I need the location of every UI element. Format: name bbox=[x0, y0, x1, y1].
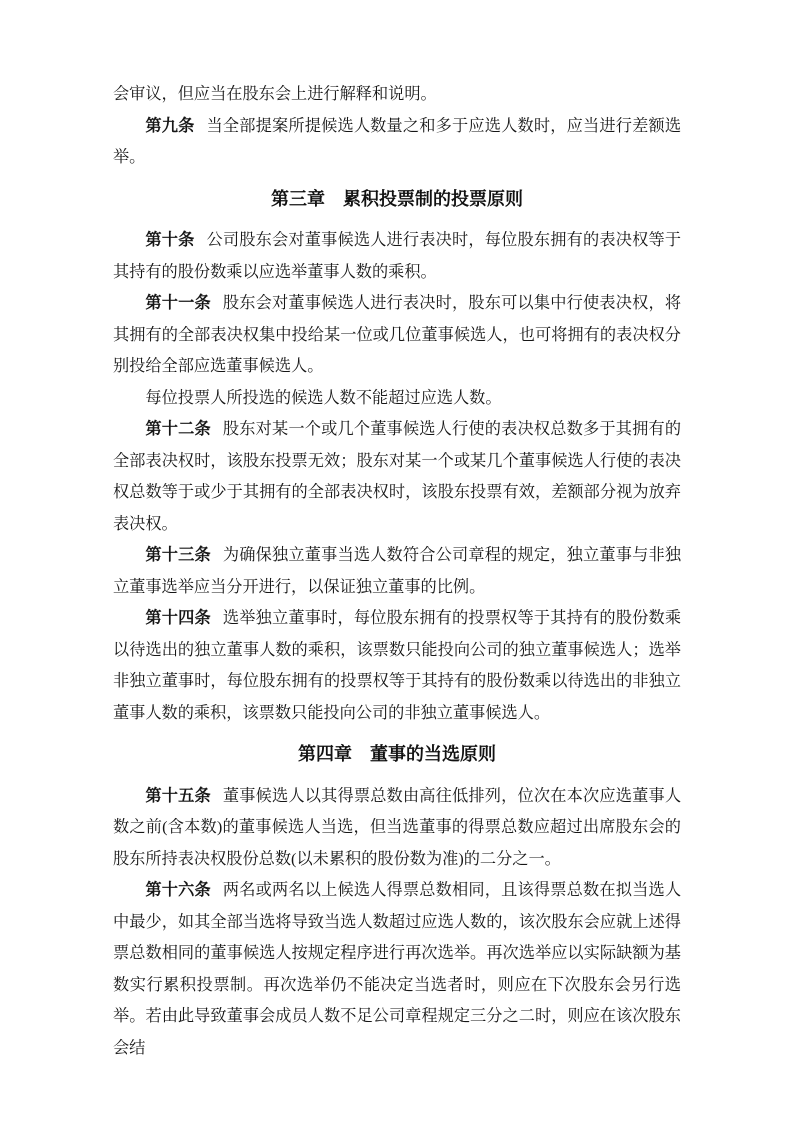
chapter-number: 第四章 bbox=[298, 744, 352, 764]
paragraph-text: 当全部提案所提候选人数量之和多于应选人数时，应当进行差额选举。 bbox=[113, 116, 682, 166]
article-number: 第十一条 bbox=[145, 294, 211, 312]
chapter-title: 董事的当选原则 bbox=[370, 744, 496, 764]
paragraph-text: 每位投票人所投选的候选人数不能超过应选人数。 bbox=[145, 388, 502, 407]
article-paragraph bbox=[113, 288, 681, 383]
paragraph bbox=[113, 79, 681, 111]
article-paragraph bbox=[113, 781, 681, 876]
article-number: 第十四条 bbox=[145, 609, 211, 627]
article-number: 第十条 bbox=[145, 231, 195, 249]
paragraph-text: 会审议，但应当在股东会上进行解释和说明。 bbox=[113, 85, 437, 103]
article-number: 第十六条 bbox=[145, 881, 211, 899]
article-paragraph bbox=[113, 603, 681, 729]
paragraph bbox=[113, 383, 681, 415]
chapter-title: 累积投票制的投票原则 bbox=[343, 188, 523, 209]
paragraph-text: 股东对某一个或几个董事候选人行使的表决权总数多于其拥有的全部表决权时，该股东投票无效；股东对某一个或某几个董事候选人行使的表决权总数等于或少于其拥有的全部表决权时，该股东投票有效，差额部分视为放弃表决权。 bbox=[113, 420, 682, 533]
article-paragraph bbox=[113, 540, 681, 603]
chapter-heading bbox=[113, 184, 681, 216]
paragraph-text: 股东会对董事候选人进行表决时，股东可以集中行使表决权，将其拥有的全部表决权集中投给某一位或几位董事候选人，也可将拥有的表决权分别投给全部应选董事候选人。 bbox=[113, 294, 682, 375]
chapter-heading bbox=[113, 739, 681, 771]
article-paragraph bbox=[113, 875, 681, 1064]
document-body bbox=[113, 79, 681, 1064]
article-number: 第十三条 bbox=[145, 546, 211, 564]
paragraph-text: 董事候选人以其得票总数由高往低排列，位次在本次应选董事人数之前(含本数)的董事候选人当选，但当选董事的得票总数应超过出席股东会的股东所持表决权股份总数(以未累积的股份数为准)的二分之一。 bbox=[113, 786, 682, 868]
article-number: 第十二条 bbox=[145, 420, 211, 438]
chapter-number: 第三章 bbox=[271, 188, 325, 209]
paragraph-text: 两名或两名以上候选人得票总数相同，且该得票总数在拟当选人中最少，如其全部当选将导致当选人数超过应选人数的，该次股东会应就上述得票总数相同的董事候选人按规定程序进行再次选举。再次选举应以实际缺额为基数实行累积投票制。再次选举仍不能决定当选者时，则应在下次股东会另行选举。若由此导致董事会成员人数不足公司章程规定三分之二时，则应在该次股东会结 bbox=[113, 881, 682, 1057]
paragraph-text: 为确保独立董事当选人数符合公司章程的规定，独立董事与非独立董事选举应当分开进行，以保证独立董事的比例。 bbox=[113, 546, 682, 596]
article-number: 第十五条 bbox=[145, 786, 211, 805]
article-paragraph bbox=[113, 414, 681, 540]
paragraph-text: 公司股东会对董事候选人进行表决时，每位股东拥有的表决权等于其持有的股份数乘以应选举董事人数的乘积。 bbox=[113, 231, 682, 281]
article-number: 第九条 bbox=[145, 116, 195, 135]
article-paragraph bbox=[113, 111, 681, 174]
paragraph-text: 选举独立董事时，每位股东拥有的投票权等于其持有的股份数乘以待选出的独立董事人数的乘积，该票数只能投向公司的独立董事候选人；选举非独立董事时，每位股东拥有的投票权等于其持有的股份数乘以待选出的非独立董事人数的乘积，该票数只能投向公司的非独立董事候选人。 bbox=[113, 609, 682, 722]
article-paragraph bbox=[113, 225, 681, 288]
